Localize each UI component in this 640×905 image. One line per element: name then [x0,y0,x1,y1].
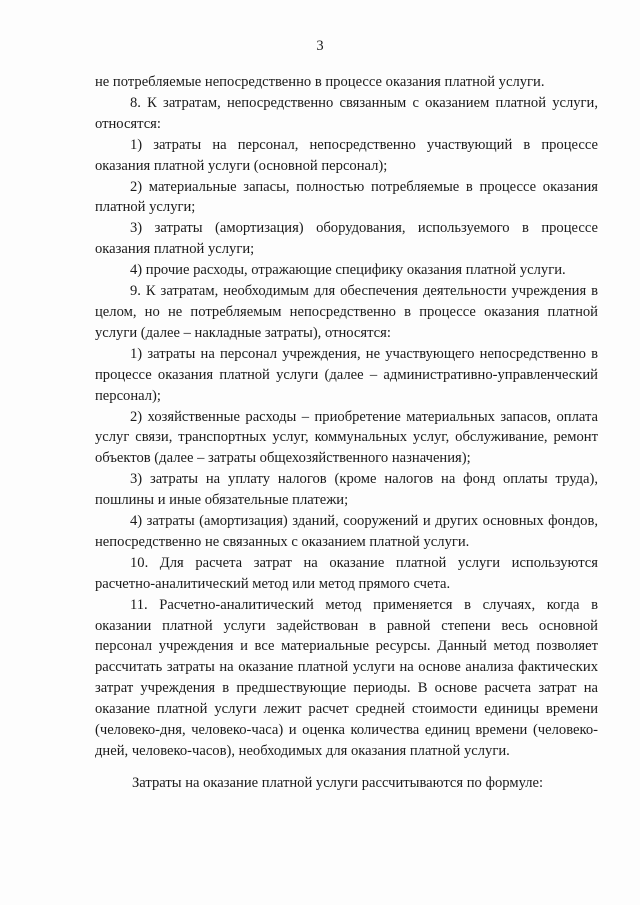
page-number: 3 [316,38,324,54]
clause-8-item-3: 3) затраты (амортизация) оборудования, используемого в процессе оказания платной услуги; [95,220,598,258]
clause-11: 11. Расчетно-аналитический метод применяется в случаях, когда в оказании платной услуги задействован в равной степени весь основной персонал учреждения и все материальные ресурсы. Данный метод позволяет рассчитать затраты на оказание платной услуги на основе анализа фактических затрат учреждения в предшествующие периоды. В основе расчета затрат на оказание платной услуги лежит расчет средней стоимости единицы времени (человеко-дня, человеко-часа) и оценка количества единиц времени (человеко-дней, человеко-часов), необходимых для оказания платной услуги. [95,596,598,759]
clause-9-item-2: 2) хозяйственные расходы – приобретение материальных запасов, оплата услуг связи, транспортных услуг, коммунальных услуг, обслуживание, ремонт объектов (далее – затраты общехозяйственного назначения); [95,408,598,467]
clause-8-item-4: 4) прочие расходы, отражающие специфику оказания платной услуги. [130,262,566,279]
clause-8-item-1: 1) затраты на персонал, непосредственно участвующий в процессе оказания платной услуги (основной персонал); [95,136,598,174]
clause-9-item-3: 3) затраты на уплату налогов (кроме налогов на фонд оплаты труда), пошлины и иные обязательные платежи; [95,471,598,509]
document-body [95,72,598,794]
clause-10: 10. Для расчета затрат на оказание платной услуги используются расчетно-аналитический метод или метод прямого счета. [95,554,598,592]
clause-9-item-1: 1) затраты на персонал учреждения, не участвующего непосредственно в процессе оказания платной услуги (далее – административно-управленческий персонал); [95,345,598,404]
clause-8: 8. К затратам, непосредственно связанным с оказанием платной услуги, относятся: [95,94,598,132]
paragraph-continuation: не потребляемые непосредственно в процессе оказания платной услуги. [95,74,545,90]
clause-9-item-4: 4) затраты (амортизация) зданий, сооружений и других основных фондов, непосредственно не связанных с оказанием платной услуги. [95,513,598,550]
formula-intro: Затраты на оказание платной услуги рассчитываются по формуле: [132,774,544,791]
clause-8-item-2: 2) материальные запасы, полностью потребляемые в процессе оказания платной услуги; [95,178,598,216]
clause-9: 9. К затратам, необходимым для обеспечения деятельности учреждения в целом, но не потребляемым непосредственно в процессе оказания платной услуги (далее – накладные затраты), относятся: [95,283,598,341]
